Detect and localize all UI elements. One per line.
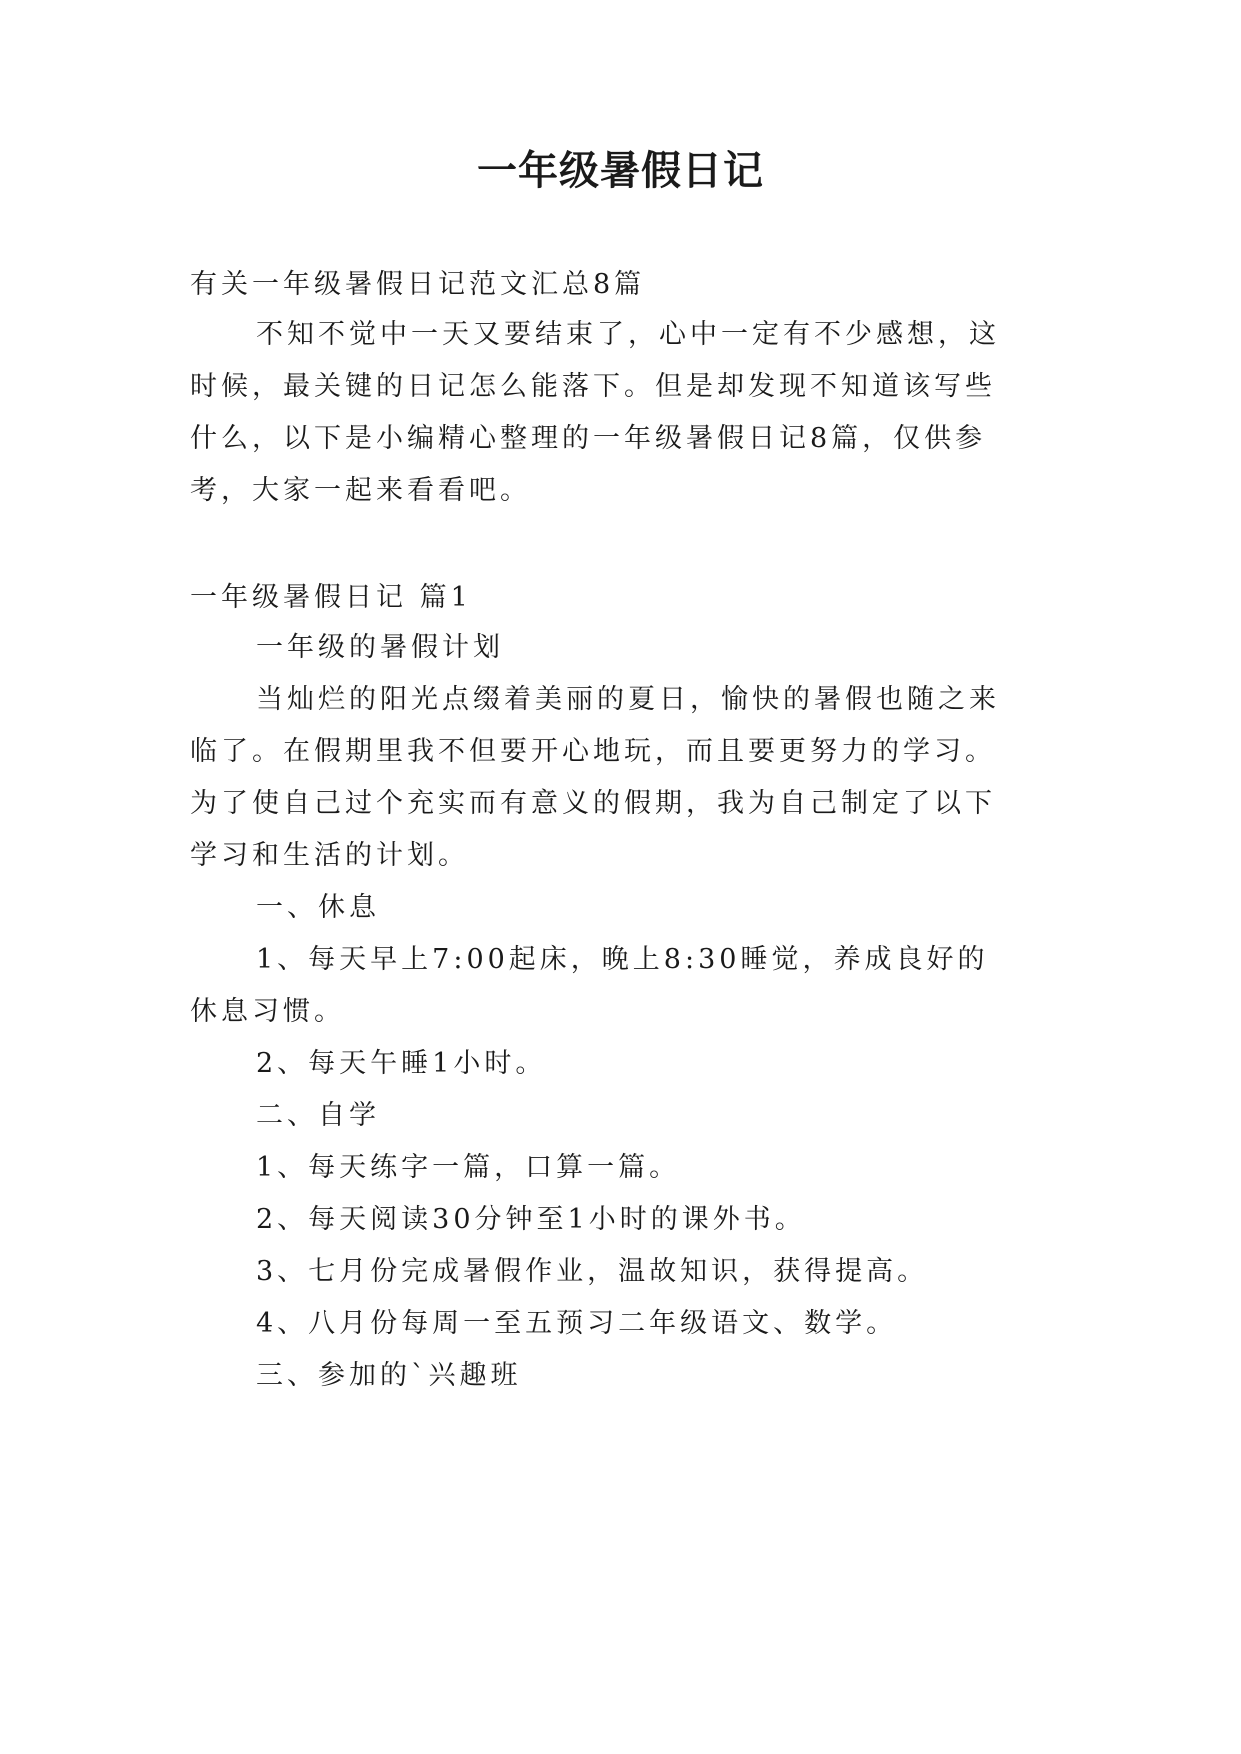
document-title: 一年级暑假日记	[477, 147, 764, 194]
study-heading: 二、自学	[256, 1100, 380, 1131]
list-item: 4、八月份每周一至五预习二年级语文、数学。	[256, 1308, 898, 1339]
paragraph-line: 学习和生活的计划。	[190, 840, 469, 871]
list-item: 2、每天阅读30分钟至1小时的课外书。	[256, 1204, 806, 1235]
list-item: 1、每天早上7:00起床，晚上8:30睡觉，养成良好的	[256, 944, 989, 975]
paragraph-line: 临了。在假期里我不但要开心地玩，而且要更努力的学习。	[190, 736, 996, 767]
class-heading: 三、参加的`兴趣班	[256, 1360, 522, 1391]
essay-title: 一年级的暑假计划	[256, 632, 504, 663]
list-item: 1、每天练字一篇，口算一篇。	[256, 1152, 681, 1183]
rest-heading: 一、休息	[256, 892, 380, 923]
list-item: 2、每天午睡1小时。	[256, 1048, 547, 1079]
intro-line: 时候，最关键的日记怎么能落下。但是却发现不知道该写些	[190, 371, 996, 402]
intro-line: 不知不觉中一天又要结束了，心中一定有不少感想，这	[256, 319, 1000, 350]
intro-line: 考，大家一起来看看吧。	[190, 475, 531, 506]
list-item: 3、七月份完成暑假作业，温故知识，获得提高。	[256, 1256, 929, 1287]
paragraph-line: 为了使自己过个充实而有意义的假期，我为自己制定了以下	[190, 788, 996, 819]
list-item-continuation: 休息习惯。	[190, 996, 345, 1027]
paragraph-line: 当灿烂的阳光点缀着美丽的夏日，愉快的暑假也随之来	[256, 684, 1000, 715]
intro-line: 什么，以下是小编精心整理的一年级暑假日记8篇，仅供参	[190, 423, 987, 454]
section-heading: 一年级暑假日记 篇1	[190, 582, 472, 613]
document-subtitle: 有关一年级暑假日记范文汇总8篇	[190, 269, 646, 300]
